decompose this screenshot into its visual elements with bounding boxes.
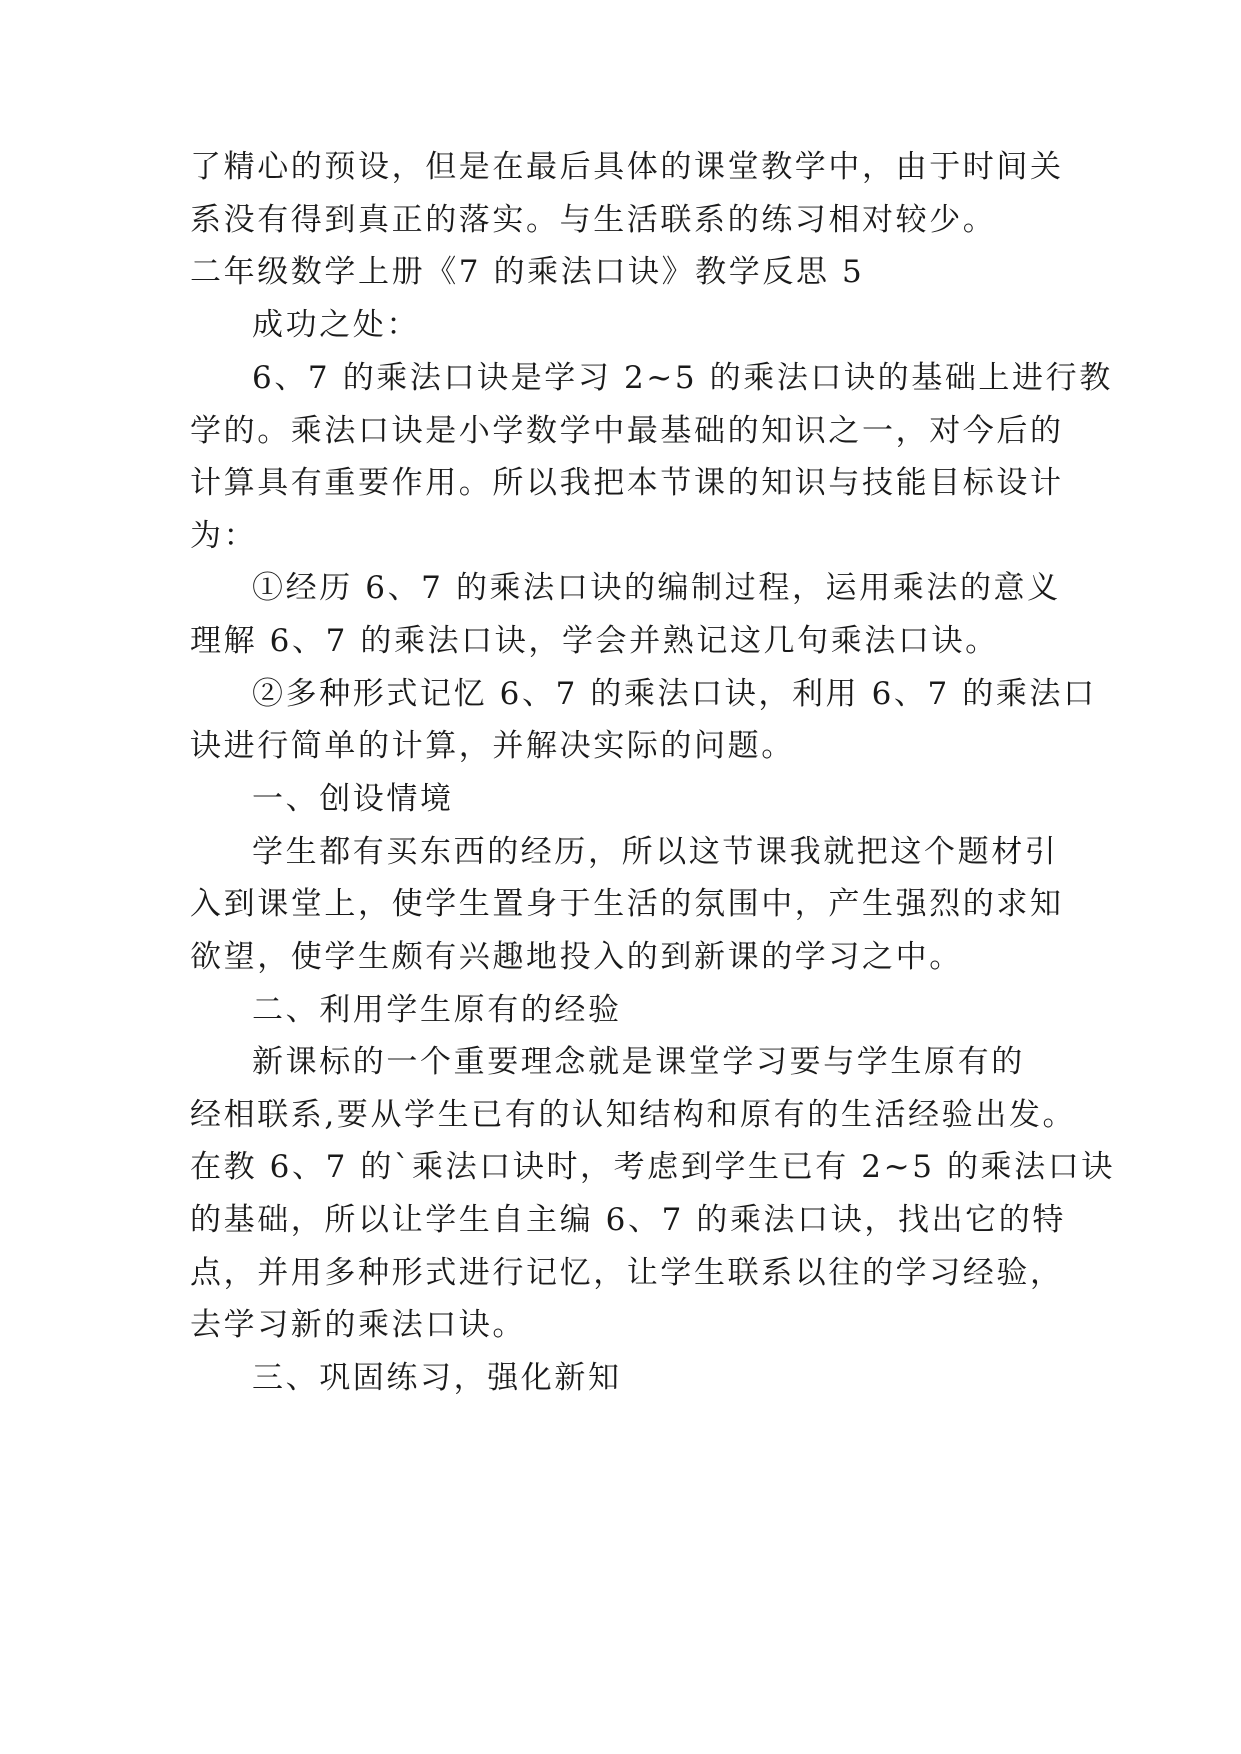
paragraph-line: 了精心的预设，但是在最后具体的课堂教学中，由于时间关 [190, 149, 1064, 185]
paragraph-line: 理解 6、7 的乘法口诀，学会并熟记这几句乘法口诀。 [190, 623, 999, 659]
list-item: ①经历 6、7 的乘法口诀的编制过程，运用乘法的意义 [252, 570, 1061, 606]
paragraph-line: 在教 6、7 的`乘法口诀时，考虑到学生已有 2~5 的乘法口诀 [190, 1149, 1115, 1185]
paragraph-line: 去学习新的乘法口诀。 [190, 1307, 526, 1343]
subheading: 三、巩固练习，强化新知 [252, 1360, 622, 1396]
subheading: 一、创设情境 [252, 781, 454, 817]
paragraph-line: 诀进行简单的计算，并解决实际的问题。 [190, 728, 795, 764]
section-heading: 二年级数学上册《7 的乘法口诀》教学反思 5 [190, 254, 865, 290]
paragraph-line: 学生都有买东西的经历，所以这节课我就把这个题材引 [252, 834, 1059, 870]
subheading: 成功之处： [252, 307, 420, 343]
paragraph-line: 入到课堂上，使学生置身于生活的氛围中，产生强烈的求知 [190, 886, 1064, 922]
subheading: 二、利用学生原有的经验 [252, 992, 622, 1028]
paragraph-line: 学的。乘法口诀是小学数学中最基础的知识之一，对今后的 [190, 413, 1064, 449]
paragraph-line: 为： [190, 518, 258, 554]
paragraph-line: 新课标的一个重要理念就是课堂学习要与学生原有的 [252, 1044, 1025, 1080]
paragraph-line: 经相联系,要从学生已有的认知结构和原有的生活经验出发。 [190, 1097, 1077, 1133]
paragraph-line: 欲望，使学生颇有兴趣地投入的到新课的学习之中。 [190, 939, 963, 975]
paragraph-line: 6、7 的乘法口诀是学习 2~5 的乘法口诀的基础上进行教 [252, 360, 1113, 396]
paragraph-line: 计算具有重要作用。所以我把本节课的知识与技能目标设计 [190, 465, 1064, 501]
paragraph-line: 系没有得到真正的落实。与生活联系的练习相对较少。 [190, 202, 997, 238]
list-item: ②多种形式记忆 6、7 的乘法口诀，利用 6、7 的乘法口 [252, 676, 1097, 712]
paragraph-line: 的基础，所以让学生自主编 6、7 的乘法口诀，找出它的特 [190, 1202, 1066, 1238]
paragraph-line: 点，并用多种形式进行记忆，让学生联系以往的学习经验， [190, 1255, 1064, 1291]
